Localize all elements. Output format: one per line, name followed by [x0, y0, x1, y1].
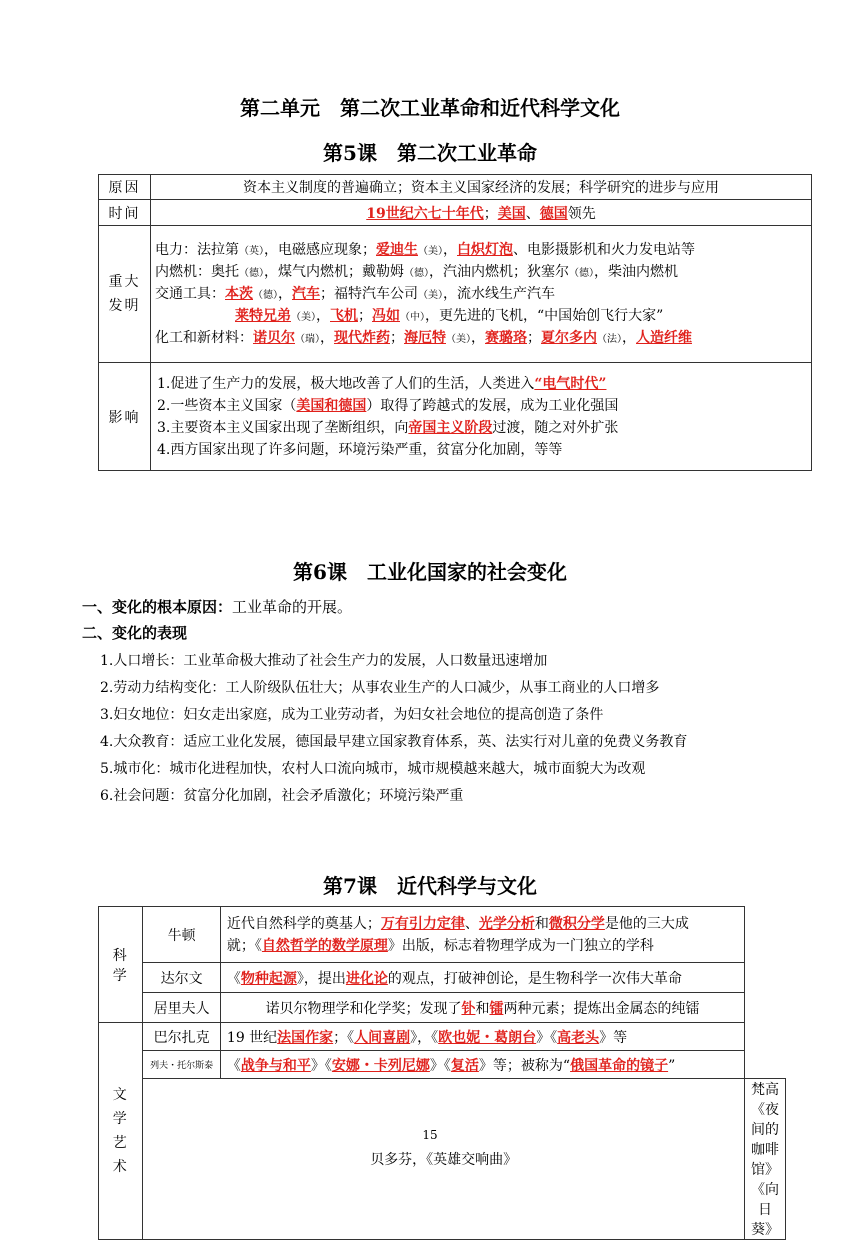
newton-line-1: 近代自然科学的奠基人；万有引力定律、光学分析和微积分学是他的三大成	[226, 915, 689, 932]
newton-cell	[220, 907, 744, 963]
darwin-name: 达尔文	[143, 963, 221, 993]
lesson6-item: 1.人口增长：工业革命极大推动了社会生产力的发展，人口数量迅速增加	[100, 653, 548, 669]
page-number: 15	[422, 1128, 438, 1142]
arts-label: 文学 艺术	[99, 1023, 143, 1240]
lesson6-item: 5.城市化：城市化进程加快，农村人口流向城市，城市规模越来越大，城市面貌大为改观	[100, 761, 646, 777]
lesson6-item: 6.社会问题：贫富分化加剧，社会矛盾激化；环境污染严重	[100, 788, 464, 804]
impact-2: 2.一些资本主义国家（美国和德国）取得了跨越式的发展，成为工业化强国	[157, 397, 619, 414]
impact-cell	[151, 363, 812, 471]
balzac-name: 巴尔扎克	[143, 1023, 221, 1051]
inv-aircraft: 莱特兄弟（美），飞机；冯如（中），更先进的飞机，“中国始创飞行大家”	[235, 308, 664, 324]
tolstoy-name: 列夫・托尔斯泰	[143, 1051, 221, 1079]
unit-title: 第二单元 第二次工业革命和近代科学文化	[240, 96, 620, 120]
inv-electric: 电力：法拉第（英），电磁感应现象；爱迪生（美），白炽灯泡、电影摄影机和火力发电站等	[155, 242, 695, 258]
lesson6-item: 2.劳动力结构变化：工人阶级队伍壮大；从事农业生产的人口减少，从事工商业的人口增多	[100, 680, 660, 696]
inventions-cell	[151, 226, 812, 363]
newton-line-2: 就；《自然哲学的数学原理》出版，标志着物理学成为一门独立的学科	[226, 937, 654, 954]
impact-3: 3.主要资本主义国家出现了垄断组织，向帝国主义阶段过渡，随之对外扩张	[157, 419, 619, 436]
cause-label: 原因	[99, 175, 151, 200]
time-cell: 19世纪六七十年代；美国、德国领先	[151, 200, 812, 226]
inventions-label: 重大 发明	[99, 226, 151, 363]
impact-1: 1.促进了生产力的发展，极大地改善了人们的生活，人类进入“电气时代”	[157, 375, 607, 392]
time-label: 时间	[99, 200, 151, 226]
vangogh-cell: 梵高《夜间的咖啡馆》《向日葵》	[745, 1079, 786, 1240]
tolstoy-cell: 《战争与和平》《安娜・卡列尼娜》《复活》等；被称为“俄国革命的镜子”	[220, 1051, 744, 1079]
impact-label: 影响	[99, 363, 151, 471]
cause-cell: 资本主义制度的普遍确立；资本主义国家经济的发展；科学研究的进步与应用	[151, 175, 812, 200]
lesson7-table	[98, 906, 786, 1240]
lesson6-effects-heading: 二、变化的表现	[82, 624, 188, 642]
newton-name: 牛顿	[143, 907, 221, 963]
lesson6-title: 第6课 工业化国家的社会变化	[293, 560, 567, 584]
lesson6-item: 4.大众教育：适应工业化发展，德国最早建立国家教育体系，英、法实行对儿童的免费义务教育	[100, 734, 688, 750]
curie-name: 居里夫人	[143, 993, 221, 1023]
impact-4: 4.西方国家出现了许多问题，环境污染严重，贫富分化加剧，等等	[157, 441, 563, 458]
inv-chemical: 化工和新材料：诺贝尔（瑞），现代炸药；海厄特（美），赛璐珞；夏尔多内（法），人造纤维	[155, 330, 692, 346]
darwin-cell: 《物种起源》，提出进化论的观点，打破神创论，是生物科学一次伟大革命	[220, 963, 744, 993]
inv-transport: 交通工具：本茨（德），汽车；福特汽车公司（美），流水线生产汽车	[155, 286, 555, 302]
beethoven-cell: 贝多芬，《英雄交响曲》	[370, 1152, 518, 1168]
lesson5-title: 第5课 第二次工业革命	[323, 141, 537, 165]
inv-engine: 内燃机：奥托（德），煤气内燃机；戴勒姆（德），汽油内燃机；狄塞尔（德），柴油内燃机	[155, 264, 678, 280]
balzac-cell: 19 世纪法国作家；《人间喜剧》，《欧也妮・葛朗台》《高老头》等	[220, 1023, 744, 1051]
curie-cell: 诺贝尔物理学和化学奖；发现了钋和镭两种元素；提炼出金属态的纯镭	[220, 993, 744, 1023]
lesson6-cause-heading: 一、变化的根本原因：工业革命的开展。	[82, 598, 353, 616]
science-label: 科学	[99, 907, 143, 1023]
lesson7-title: 第7课 近代科学与文化	[323, 874, 537, 898]
lesson6-item: 3.妇女地位：妇女走出家庭，成为工业劳动者，为妇女社会地位的提高创造了条件	[100, 707, 604, 723]
lesson5-table	[98, 174, 812, 471]
